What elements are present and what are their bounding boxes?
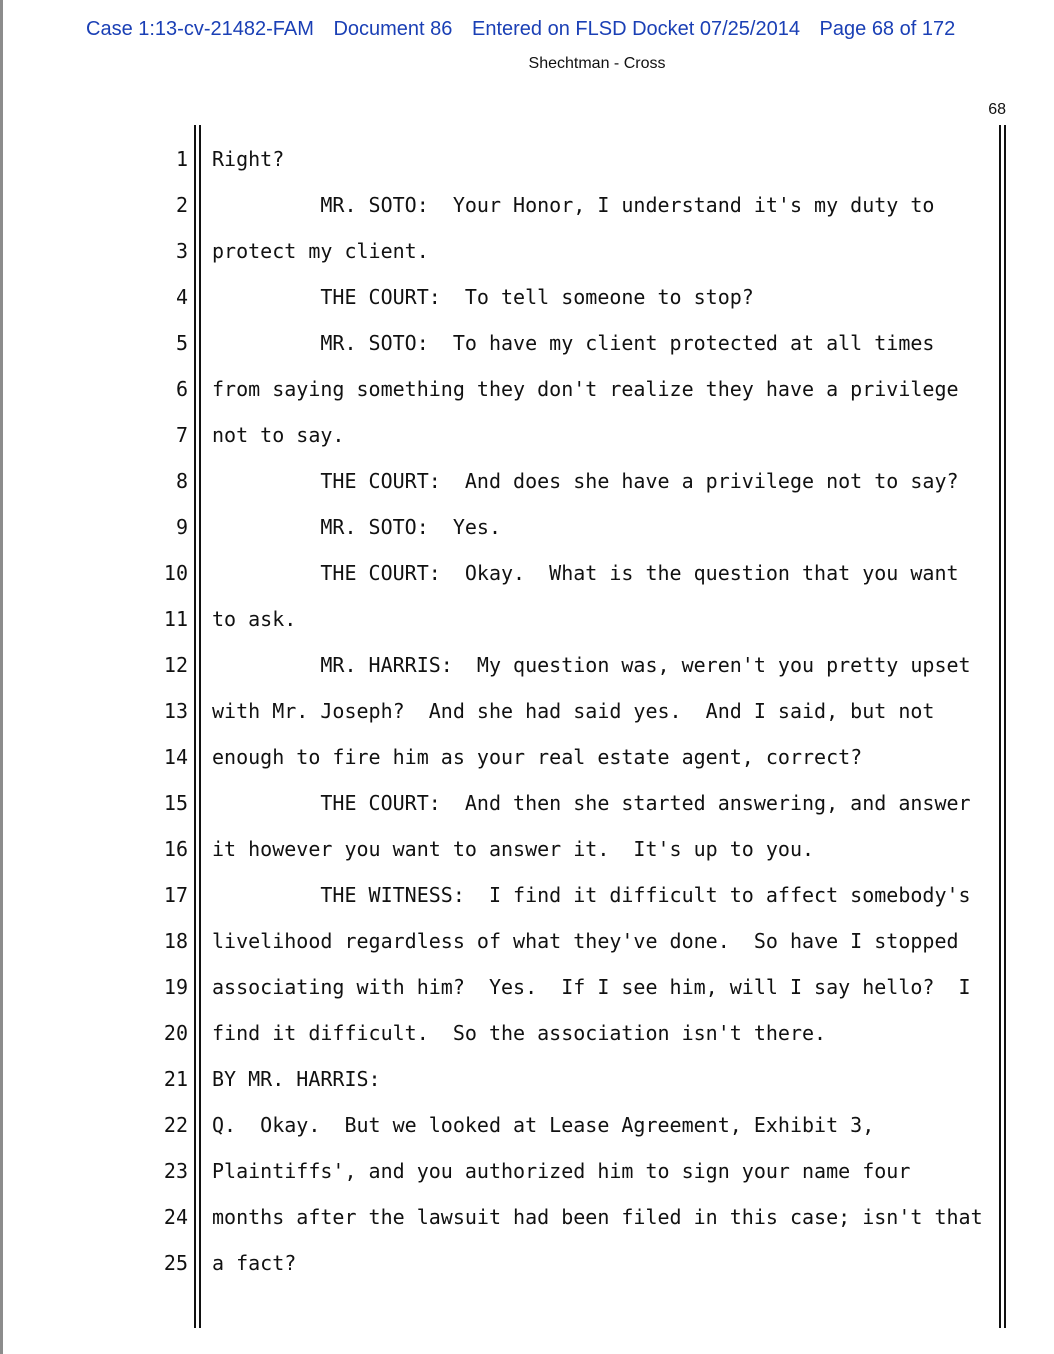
line-number: 19 <box>163 975 188 999</box>
line-text: Plaintiffs', and you authorized him to sign your name four <box>212 1159 911 1183</box>
line-number: 1 <box>175 147 188 171</box>
line-text: Q. Okay. But we looked at Lease Agreement, Exhibit 3, <box>212 1113 875 1137</box>
line-text: Right? <box>212 147 285 171</box>
line-text: to ask. <box>212 607 297 631</box>
line-number: 2 <box>175 193 188 217</box>
line-text: from saying something they don't realize they have a privilege <box>212 377 959 401</box>
line-number: 3 <box>175 239 188 263</box>
line-text: MR. SOTO: Yes. <box>212 515 501 539</box>
examination-title: Shechtman - Cross <box>528 55 666 72</box>
left-margin-rule <box>194 125 201 1328</box>
line-text: BY MR. HARRIS: <box>212 1067 381 1091</box>
line-text: with Mr. Joseph? And she had said yes. And I said, but not <box>212 699 935 723</box>
transcript-page-number: 68 <box>988 101 1006 118</box>
document-number: Document 86 <box>333 18 453 40</box>
line-number: 6 <box>175 377 188 401</box>
line-number: 7 <box>175 423 188 447</box>
line-text: THE WITNESS: I find it difficult to affect somebody's <box>212 883 971 907</box>
line-text: it however you want to answer it. It's up to you. <box>212 837 815 861</box>
line-number: 5 <box>175 331 188 355</box>
line-number: 21 <box>163 1067 188 1091</box>
line-text: enough to fire him as your real estate agent, correct? <box>212 745 863 769</box>
line-number: 12 <box>163 653 188 677</box>
line-text: not to say. <box>212 423 345 447</box>
line-text: THE COURT: And then she started answering, and answer <box>212 791 971 815</box>
line-number: 22 <box>163 1113 188 1137</box>
line-text: months after the lawsuit had been filed in this case; isn't that <box>212 1205 983 1229</box>
line-number: 25 <box>163 1251 188 1275</box>
line-text: associating with him? Yes. If I see him, will I say hello? I <box>212 975 971 999</box>
line-number: 16 <box>163 837 188 861</box>
line-text: MR. SOTO: Your Honor, I understand it's my duty to <box>212 193 935 217</box>
line-text: THE COURT: And does she have a privilege not to say? <box>212 469 959 493</box>
line-number: 14 <box>163 745 188 769</box>
line-number: 9 <box>175 515 188 539</box>
line-text: livelihood regardless of what they've done. So have I stopped <box>212 929 959 953</box>
line-number: 13 <box>163 699 188 723</box>
filing-page-number: Page 68 of 172 <box>819 18 956 40</box>
line-number: 15 <box>163 791 188 815</box>
line-text: THE COURT: To tell someone to stop? <box>212 285 754 309</box>
line-text: THE COURT: Okay. What is the question that you want <box>212 561 959 585</box>
line-number: 10 <box>163 561 188 585</box>
docket-entry-date: Entered on FLSD Docket 07/25/2014 <box>471 18 800 40</box>
line-number: 11 <box>163 607 188 631</box>
line-number: 23 <box>163 1159 188 1183</box>
court-filing-header <box>86 18 986 41</box>
line-text: protect my client. <box>212 239 429 263</box>
line-number: 20 <box>163 1021 188 1045</box>
line-number: 18 <box>163 929 188 953</box>
right-margin-rule <box>999 125 1006 1328</box>
line-number: 17 <box>163 883 188 907</box>
line-number: 8 <box>175 469 188 493</box>
line-text: a fact? <box>212 1251 297 1275</box>
line-text: MR. SOTO: To have my client protected at all times <box>212 331 935 355</box>
viewer-left-edge <box>0 0 3 1354</box>
line-text: MR. HARRIS: My question was, weren't you pretty upset <box>212 653 971 677</box>
line-text: find it difficult. So the association isn't there. <box>212 1021 827 1045</box>
line-number: 4 <box>175 285 188 309</box>
case-number: Case 1:13-cv-21482-FAM <box>86 18 314 40</box>
line-number: 24 <box>163 1205 188 1229</box>
